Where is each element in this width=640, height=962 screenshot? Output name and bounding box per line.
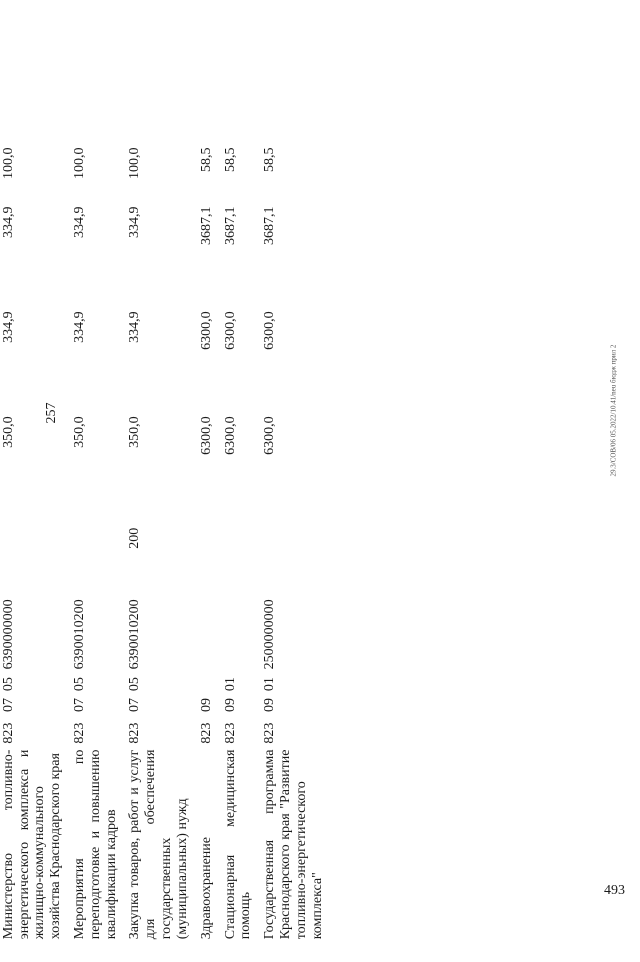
expense-type-cell [0,518,68,551]
scan-page-number: 493 [604,883,625,898]
code-cell: 823 [198,722,214,744]
code-cell: 823 [222,722,238,744]
row-name-cell: Министерство топливно-энергетического комплекса и жилищно-коммунального хозяйства Краснодарского края [0,749,64,940]
subsection-cell: 05 [0,677,16,692]
code-cell: 823 [72,722,87,744]
value-col-9: 334,9 [127,311,143,343]
section-cell: 07 [72,698,87,713]
expense-type-cell [68,518,123,551]
row-name-cell: Здравоохранение [198,836,214,940]
code-cell: 823 [262,722,278,744]
target-cell: 6390000000 [0,599,16,670]
target-cell: 6390010200 [72,599,87,670]
table-row [219,145,259,962]
table-row [0,145,68,962]
subsection-cell: 05 [72,677,87,692]
table-row [258,145,329,962]
value-col-9: 334,9 [0,311,16,343]
value-col-10: 334,9 [127,206,143,238]
value-col-9: 6300,0 [262,311,278,350]
subsection-cell: 01 [222,677,238,692]
target-cell [195,552,219,673]
subsection-cell: 05 [127,677,143,692]
subsection-cell: 01 [262,677,278,692]
expense-type-cell [219,518,259,551]
section-cell: 09 [262,698,278,713]
budget-table [0,144,363,962]
value-col-8: 350,0 [0,416,16,448]
subsection-cell [195,672,219,694]
value-col-9: 334,9 [72,311,87,343]
value-col-11: 58,5 [222,147,238,172]
value-col-8: 6300,0 [262,416,278,455]
expense-type-cell [195,518,219,551]
value-col-11: 100,0 [72,147,87,179]
value-col-11: 58,5 [262,147,278,172]
section-cell: 07 [127,698,143,713]
row-index-cell [0,942,68,961]
value-col-10: 3687,1 [222,206,238,245]
row-index-cell [195,942,219,961]
target-cell [219,552,259,673]
document-stamp: 29.3/COB/06 05.2022/10.41/neu бюдж прил 2 [609,344,618,477]
code-cell: 823 [127,722,143,744]
value-col-11: 58,5 [198,147,214,172]
row-name-cell: Стационарная медицинская помощь [222,749,254,940]
section-cell: 07 [0,698,16,713]
value-col-11: 100,0 [0,147,16,179]
value-col-8: 350,0 [127,416,143,448]
section-cell: 09 [198,698,214,713]
value-col-11: 100,0 [127,147,143,179]
table-row [195,145,219,962]
row-index-cell [219,942,259,961]
expense-type-cell [258,518,329,551]
value-col-8: 350,0 [72,416,87,448]
target-cell: 6390010200 [127,599,143,670]
row-index-cell [258,942,329,961]
row-name-cell: Государственная программа Краснодарского края "Развитие топливно-энергетического комплекса" [262,749,325,940]
row-index-cell [68,942,123,961]
value-col-10: 3687,1 [262,206,278,245]
value-col-9: 6300,0 [222,311,238,350]
row-index-cell [123,942,194,961]
value-col-10: 334,9 [0,206,16,238]
target-cell: 2500000000 [262,599,278,670]
code-cell: 823 [0,722,16,744]
section-cell: 09 [222,698,238,713]
expense-type-cell: 200 [127,527,143,549]
table-row [123,145,194,962]
value-col-9: 6300,0 [198,311,214,350]
row-name-cell: Закупка товаров, работ и услуг для обеспечения государственных (муниципальных) нужд [127,749,190,940]
value-col-10: 334,9 [72,206,87,238]
value-col-10: 3687,1 [198,206,214,245]
row-name-cell: Мероприятия по переподготовке и повышению квалификации кадров [72,749,119,940]
page-number: 257 [44,402,59,424]
table-row [68,145,123,962]
value-col-8: 6300,0 [198,416,214,455]
value-col-8: 6300,0 [222,416,238,455]
